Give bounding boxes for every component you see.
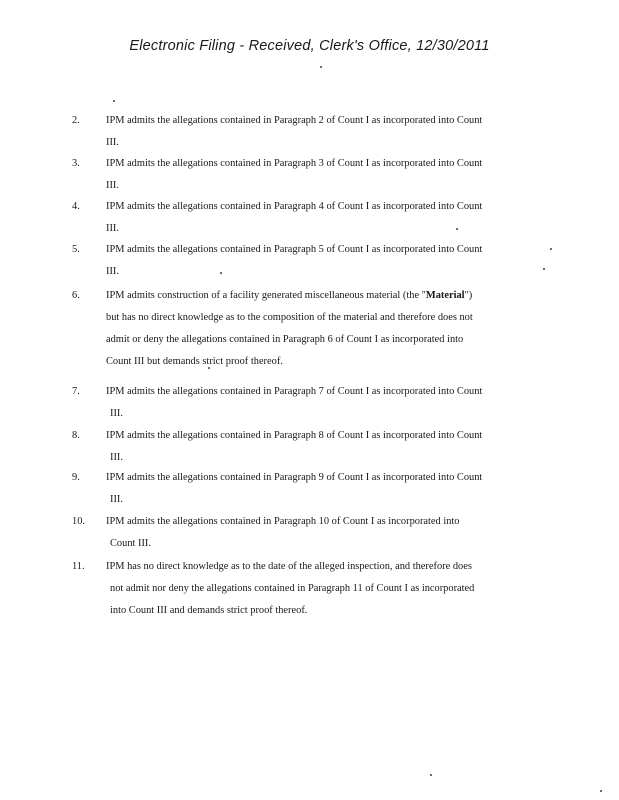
scan-speck [320,66,322,68]
scan-speck [550,248,552,250]
paragraph-line: IPM admits the allegations contained in Paragraph 4 of Count I as incorporated into Count [106,201,483,212]
paragraph-number: 7. [72,386,80,397]
paragraph-line: IPM admits the allegations contained in Paragraph 8 of Count I as incorporated into Count [106,430,483,441]
paragraph-line: IPM admits the allegations contained in Paragraph 5 of Count I as incorporated into Count [106,244,483,255]
paragraph-line: IPM admits the allegations contained in Paragraph 2 of Count I as incorporated into Count [106,115,483,126]
defined-term: Material [425,290,465,301]
paragraph-text [106,196,534,240]
paragraph-line: III. [106,180,119,191]
scan-speck [113,100,115,102]
paragraph-line: IPM admits the allegations contained in Paragraph 7 of Count I as incorporated into Count [106,386,483,397]
paragraph-line: IPM admits the allegations contained in Paragraph 3 of Count I as incorporated into Count [106,158,483,169]
paragraph-text [106,110,534,154]
filing-header: Electronic Filing - Received, Clerk's Office, 12/30/2011 [129,38,490,54]
scan-speck [430,774,432,776]
paragraph-text [106,239,534,283]
paragraph-text [106,285,534,373]
scan-speck [543,268,545,270]
paragraph-number: 9. [72,472,80,483]
paragraph-line: III. [106,266,119,277]
paragraph-text [106,381,534,425]
paragraph-line: III. [110,452,123,463]
paragraph-number: 2. [72,115,80,126]
paragraph-number: 8. [72,430,80,441]
paragraph-text-segment: ") [464,290,473,301]
paragraph-text [106,425,534,469]
paragraph-number: 4. [72,201,80,212]
paragraph-number: 11. [72,561,85,572]
scan-speck [208,367,210,369]
paragraph-line: not admit nor deny the allegations contained in Paragraph 11 of Count I as incorporated [110,583,475,594]
paragraph-number: 6. [72,290,80,301]
paragraph-line: admit or deny the allegations contained in Paragraph 6 of Count I as incorporated into [106,334,464,345]
paragraph-line: III. [110,408,123,419]
scan-speck [456,228,458,230]
paragraph-line: Count III but demands strict proof thereof. [106,356,283,367]
paragraph-text-segment: IPM admits construction of a facility generated miscellaneous material (the " [106,290,426,301]
paragraph-line: III. [106,137,119,148]
paragraph-line: IPM admits the allegations contained in Paragraph 10 of Count I as incorporated into [106,516,460,527]
paragraph-number: 10. [72,516,85,527]
paragraph-line [106,285,534,307]
paragraph-line: III. [106,223,119,234]
paragraph-line: IPM has no direct knowledge as to the date of the alleged inspection, and therefore does [106,561,472,572]
paragraph-number: 5. [72,244,80,255]
paragraph-text [106,511,534,555]
paragraph-line: into Count III and demands strict proof thereof. [110,605,308,616]
paragraph-text [106,153,534,197]
paragraph-text [106,556,534,622]
scan-speck [220,272,222,274]
paragraph-line: III. [110,494,123,505]
paragraph-number: 3. [72,158,80,169]
paragraph-line: but has no direct knowledge as to the composition of the material and therefore does not [106,312,473,323]
paragraph-line: IPM admits the allegations contained in Paragraph 9 of Count I as incorporated into Count [106,472,483,483]
paragraph-line: Count III. [110,538,151,549]
scan-speck [600,790,602,792]
paragraph-text [106,467,534,511]
